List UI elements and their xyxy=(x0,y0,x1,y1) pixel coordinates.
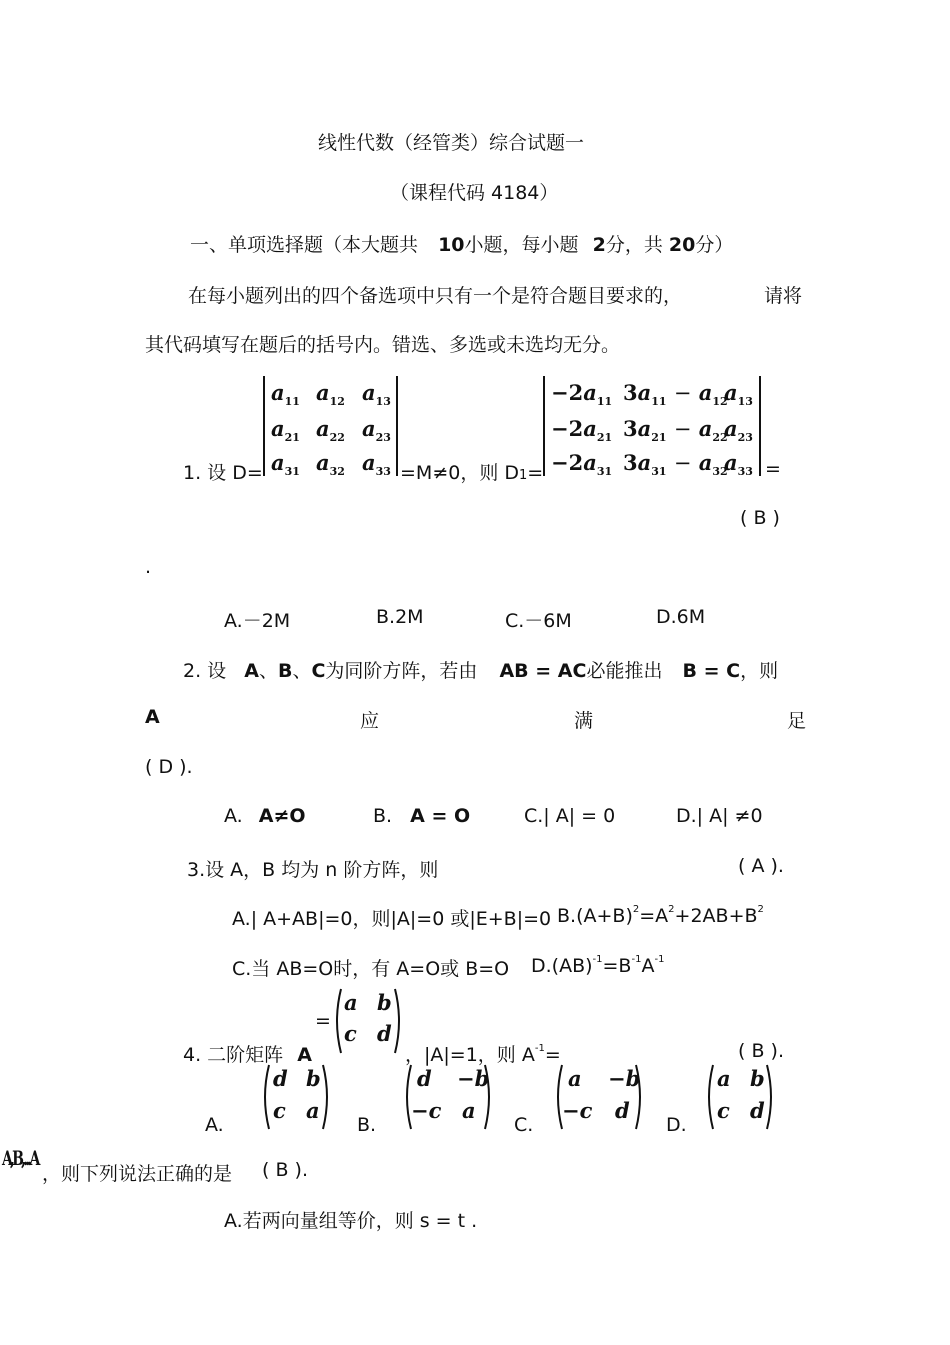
section-count: 10 xyxy=(438,234,465,256)
q2-text: 2. 设 xyxy=(183,660,227,682)
matrix-cell: d xyxy=(273,1066,288,1091)
q5-garbled-formula: A,B,...A xyxy=(2,1146,38,1170)
q3-option-a: A.| A+AB|=0，则|A|=0 或|E+B|=0 xyxy=(232,908,552,930)
det-cell: $3a_{31} - a_{32}$ xyxy=(623,450,728,479)
matrix-cell: a xyxy=(344,990,358,1015)
q4-option-a-matrix xyxy=(260,1064,332,1130)
q3-sup: 2 xyxy=(668,904,675,915)
q4-matrix xyxy=(332,988,404,1054)
q2-matrix-a: A xyxy=(244,660,259,682)
q4-option-b-matrix xyxy=(402,1064,494,1130)
det-cell: $a_{11}$ xyxy=(271,380,300,409)
matrix-cell: d xyxy=(377,1021,392,1046)
q1-option-a: A.－2M xyxy=(224,610,291,632)
section-prefix: 一、单项选择题（本大题共 xyxy=(190,234,419,256)
q4-option-d-label: D. xyxy=(666,1114,687,1136)
q3-sup: -1 xyxy=(631,954,642,965)
q4-option-a-label: A. xyxy=(205,1114,224,1136)
q3-option-c: C.当 AB=O时，有 A=O或 B=O xyxy=(232,958,510,980)
q2-text: 为同阶方阵，若由 xyxy=(325,660,478,682)
q4-option-c-label: C. xyxy=(514,1114,534,1136)
q2-sep: 、 xyxy=(258,660,278,682)
det-cell: $-2a_{21}$ xyxy=(551,416,613,445)
matrix-cell: −b xyxy=(608,1066,641,1091)
paren-left xyxy=(704,1064,714,1130)
q1-sub: 1 xyxy=(519,468,528,483)
q3-sup: -1 xyxy=(592,954,603,965)
q2-result: B = C xyxy=(682,660,741,682)
paren-right xyxy=(394,988,404,1054)
det-bar-left xyxy=(263,376,265,476)
matrix-cell: a xyxy=(717,1066,731,1091)
q5-stem: ，则下列说法正确的是 xyxy=(42,1163,233,1185)
q4-option-d-matrix xyxy=(704,1064,776,1130)
q2-option-a-label: A. xyxy=(224,805,243,827)
matrix-cell: b xyxy=(750,1066,765,1091)
q1-option-d: D.6M xyxy=(656,606,706,628)
instruction-line1: 在每小题列出的四个备选项中只有一个是符合题目要求的， xyxy=(188,285,683,307)
q3-option-b-text: =A xyxy=(639,905,669,927)
matrix-cell: d xyxy=(417,1066,432,1091)
page-title: 线性代数（经管类）综合试题一 xyxy=(318,132,585,154)
paren-right xyxy=(766,1064,776,1130)
q5-answer: ( B ). xyxy=(262,1159,308,1181)
q3-option-d-text: A xyxy=(641,955,655,977)
q3-sup: 2 xyxy=(632,904,640,915)
matrix-cell: a xyxy=(306,1098,320,1123)
q3-sup: 2 xyxy=(757,904,764,915)
q2-sep: 、 xyxy=(292,660,312,682)
q1-dot: . xyxy=(145,556,152,578)
q4-option-c-matrix xyxy=(553,1064,645,1130)
q4-condition xyxy=(405,1040,561,1067)
section-total: 20 xyxy=(668,234,696,256)
q1-eq: = xyxy=(527,462,544,484)
q3-stem: 3.设 A，B 均为 n 阶方阵，则 xyxy=(187,859,439,881)
q3-option-d-text: =B xyxy=(602,955,632,977)
q2-answer: ( D ). xyxy=(145,756,193,778)
q3-answer: ( A ). xyxy=(738,855,784,877)
matrix-cell: a xyxy=(462,1098,476,1123)
q2-option-a xyxy=(224,805,306,827)
det-cell: $a_{23}$ xyxy=(362,416,391,445)
det-bar-left xyxy=(543,376,545,476)
paren-right xyxy=(322,1064,332,1130)
matrix-cell: −c xyxy=(562,1098,593,1123)
course-code: （课程代码 4184） xyxy=(390,182,559,204)
det-cell: $3a_{21} - a_{22}$ xyxy=(623,416,728,445)
paren-left xyxy=(260,1064,270,1130)
det-cell: $-2a_{11}$ xyxy=(551,380,613,409)
q4-option-b-label: B. xyxy=(357,1114,377,1136)
q2-equation: AB = AC xyxy=(499,660,587,682)
q3-sup: -1 xyxy=(654,954,665,965)
q1-determinant-d xyxy=(263,376,398,479)
q4-lead xyxy=(183,1040,312,1067)
q3-option-b xyxy=(557,904,764,927)
det-cell: $a_{33}$ xyxy=(724,450,753,479)
det-cell: $a_{31}$ xyxy=(271,450,300,479)
section-header xyxy=(190,230,733,257)
matrix-cell: c xyxy=(344,1021,357,1046)
q5-option-a: A.若两向量组等价，则 s = t . xyxy=(224,1210,478,1232)
q4-condition-eq: = xyxy=(544,1044,561,1066)
matrix-cell: b xyxy=(377,990,392,1015)
matrix-cell: a xyxy=(568,1066,582,1091)
q4-answer: ( B ). xyxy=(738,1040,784,1062)
q2-line2-d: 足 xyxy=(787,710,807,732)
section-score: 2 xyxy=(592,234,606,256)
q2-line2-a: A xyxy=(145,706,160,728)
det-cell: $a_{21}$ xyxy=(271,416,300,445)
q1-determinant-d1 xyxy=(543,376,761,479)
matrix-cell: c xyxy=(717,1098,730,1123)
det-cell: $a_{13}$ xyxy=(724,380,753,409)
q2-matrix-b: B xyxy=(277,660,293,682)
det-bar-right xyxy=(396,376,398,476)
q4-condition-text: ，|A|=1，则 A xyxy=(405,1044,535,1066)
q3-option-d-text: D.(AB) xyxy=(531,955,593,977)
q4-sup: -1 xyxy=(534,1043,545,1054)
det-cell: $-2a_{31}$ xyxy=(551,450,613,479)
matrix-cell: d xyxy=(750,1098,765,1123)
q2-line2-b: 应 xyxy=(360,710,380,732)
matrix-cell: b xyxy=(306,1066,321,1091)
q2-text: ，则 xyxy=(740,660,779,682)
det-cell: $a_{22}$ xyxy=(316,416,345,445)
q3-option-b-text: B.(A+B) xyxy=(557,905,633,927)
q4-matrix-name: A xyxy=(297,1044,312,1066)
q1-option-b: B.2M xyxy=(376,606,424,628)
matrix-cell: c xyxy=(273,1098,286,1123)
instruction-line1-end: 请将 xyxy=(764,285,803,307)
q1-answer: ( B ) xyxy=(740,507,780,529)
q1-tail: = xyxy=(765,458,781,480)
section-suffix: 分） xyxy=(695,234,734,256)
matrix-cell: d xyxy=(615,1098,630,1123)
q2-option-b-text: A = O xyxy=(410,805,471,827)
q1-lead: 1. 设 D= xyxy=(183,462,263,484)
det-cell: $a_{23}$ xyxy=(724,416,753,445)
matrix-cell: −c xyxy=(411,1098,442,1123)
q2-option-c: C.| A| = 0 xyxy=(524,805,616,827)
det-cell: $a_{13}$ xyxy=(362,380,391,409)
q1-option-c: C.－6M xyxy=(505,610,572,632)
instruction-line2: 其代码填写在题后的括号内。错选、多选或未选均无分。 xyxy=(145,334,621,356)
det-cell: $a_{33}$ xyxy=(362,450,391,479)
q3-option-b-text: +2AB+B xyxy=(674,905,758,927)
q2-option-b xyxy=(373,805,470,827)
q2-matrix-c: C xyxy=(311,660,326,682)
det-cell: $3a_{11} - a_{12}$ xyxy=(623,380,728,409)
q1-mid-text: =M≠0，则 D xyxy=(400,462,519,484)
q3-option-d xyxy=(531,954,664,977)
q2-option-b-label: B. xyxy=(373,805,393,827)
q2-stem-line1 xyxy=(183,656,778,683)
q4-lead-text: 4. 二阶矩阵 xyxy=(183,1044,284,1066)
q4-eq: = xyxy=(315,1010,331,1032)
q2-text: 必能推出 xyxy=(586,660,663,682)
section-mid1: 小题，每小题 xyxy=(464,234,579,256)
q2-line2-c: 满 xyxy=(574,710,594,732)
det-cell: $a_{32}$ xyxy=(316,450,345,479)
q2-option-a-text: A≠O xyxy=(258,805,306,827)
det-cell: $a_{12}$ xyxy=(316,380,345,409)
det-bar-right xyxy=(759,376,761,476)
paren-left xyxy=(332,988,342,1054)
q2-option-d: D.| A| ≠0 xyxy=(676,805,763,827)
matrix-cell: −b xyxy=(457,1066,490,1091)
section-mid2: 分，共 xyxy=(605,234,663,256)
q1-mid xyxy=(400,458,543,485)
